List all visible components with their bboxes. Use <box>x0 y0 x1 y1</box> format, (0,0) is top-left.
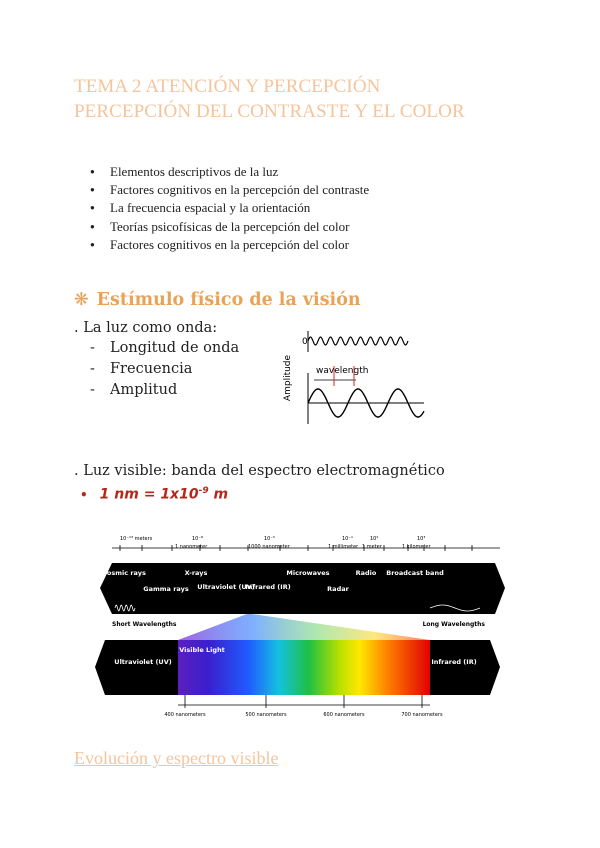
svg-text:1000 nanometer: 1000 nanometer <box>248 544 290 550</box>
wave-prop-item: - Longitud de onda <box>90 340 240 356</box>
asterisk-icon: ❋ <box>74 290 89 310</box>
wave-prop-item: - Amplitud <box>90 382 178 398</box>
svg-text:10³: 10³ <box>417 536 426 542</box>
svg-text:700 nanometers: 700 nanometers <box>401 712 443 718</box>
page-title-line-1: TEMA 2 ATENCIÓN Y PERCEPCIÓN <box>74 76 381 97</box>
svg-text:10⁻¹: 10⁻¹ <box>342 536 354 542</box>
svg-text:Infrared (IR): Infrared (IR) <box>431 658 477 666</box>
list-item: ● Teorías psicofísicas de la percepción del color <box>90 218 369 236</box>
wave-ylabel: Amplitude <box>283 354 293 402</box>
list-item: ● Factores cognitivos en la percepción del color <box>90 236 369 254</box>
svg-text:400 nanometers: 400 nanometers <box>164 712 206 718</box>
svg-text:1 millimeter: 1 millimeter <box>328 544 359 550</box>
svg-text:Radio: Radio <box>355 569 377 577</box>
section-title: Estímulo físico de la visión <box>96 290 361 310</box>
svg-text:10⁻⁵: 10⁻⁵ <box>264 536 276 542</box>
svg-text:Short Wavelengths: Short Wavelengths <box>112 621 177 628</box>
page-title-line-2: PERCEPCIÓN DEL CONTRASTE Y EL COLOR <box>74 101 465 122</box>
em-spectrum-diagram <box>90 530 510 725</box>
svg-text:10⁻¹³ meters: 10⁻¹³ meters <box>120 536 153 542</box>
wave-zero-label: 0 <box>302 337 308 347</box>
svg-text:500 nanometers: 500 nanometers <box>245 712 287 718</box>
svg-text:Long Wavelengths: Long Wavelengths <box>422 621 485 628</box>
svg-text:1 kilometer: 1 kilometer <box>402 544 431 550</box>
list-item: ● Elementos descriptivos de la luz <box>90 163 369 181</box>
svg-text:1 meter: 1 meter <box>362 544 382 550</box>
wave-prop-item: - Frecuencia <box>90 361 193 377</box>
footer-link[interactable]: Evolución y espectro visible <box>74 748 279 768</box>
list-item: ● La frecuencia espacial y la orientación <box>90 199 369 217</box>
svg-text:10²: 10² <box>370 536 379 542</box>
svg-text:Visible Light: Visible Light <box>179 646 225 654</box>
nm-definition: • 1 nm = $1x10^{-9}$ m <box>80 486 229 503</box>
wave-high-freq <box>308 337 408 345</box>
visible-intro: . Luz visible: banda del espectro electromagnético <box>74 463 445 479</box>
svg-text:Broadcast band: Broadcast band <box>386 569 444 577</box>
svg-text:Gamma rays: Gamma rays <box>143 585 189 593</box>
topic-list <box>90 163 369 254</box>
wave-intro: . La luz como onda: <box>74 320 218 336</box>
svg-text:Ultraviolet (UV): Ultraviolet (UV) <box>114 658 172 666</box>
list-item: ● Factores cognitivos en la percepción del contraste <box>90 181 369 199</box>
wave-diagram <box>280 328 430 428</box>
svg-text:Infrared (IR): Infrared (IR) <box>245 583 291 591</box>
svg-text:Radar: Radar <box>327 585 349 593</box>
svg-text:1 nanometer: 1 nanometer <box>175 544 208 550</box>
svg-text:10⁻⁸: 10⁻⁸ <box>192 536 204 542</box>
wave-label: wavelength <box>316 366 369 376</box>
svg-text:X-rays: X-rays <box>184 569 208 577</box>
svg-text:600 nanometers: 600 nanometers <box>323 712 365 718</box>
svg-text:Ultraviolet (UV): Ultraviolet (UV) <box>197 583 255 591</box>
svg-text:Cosmic rays: Cosmic rays <box>102 569 146 577</box>
section-heading <box>74 290 361 310</box>
svg-text:Microwaves: Microwaves <box>286 569 330 577</box>
